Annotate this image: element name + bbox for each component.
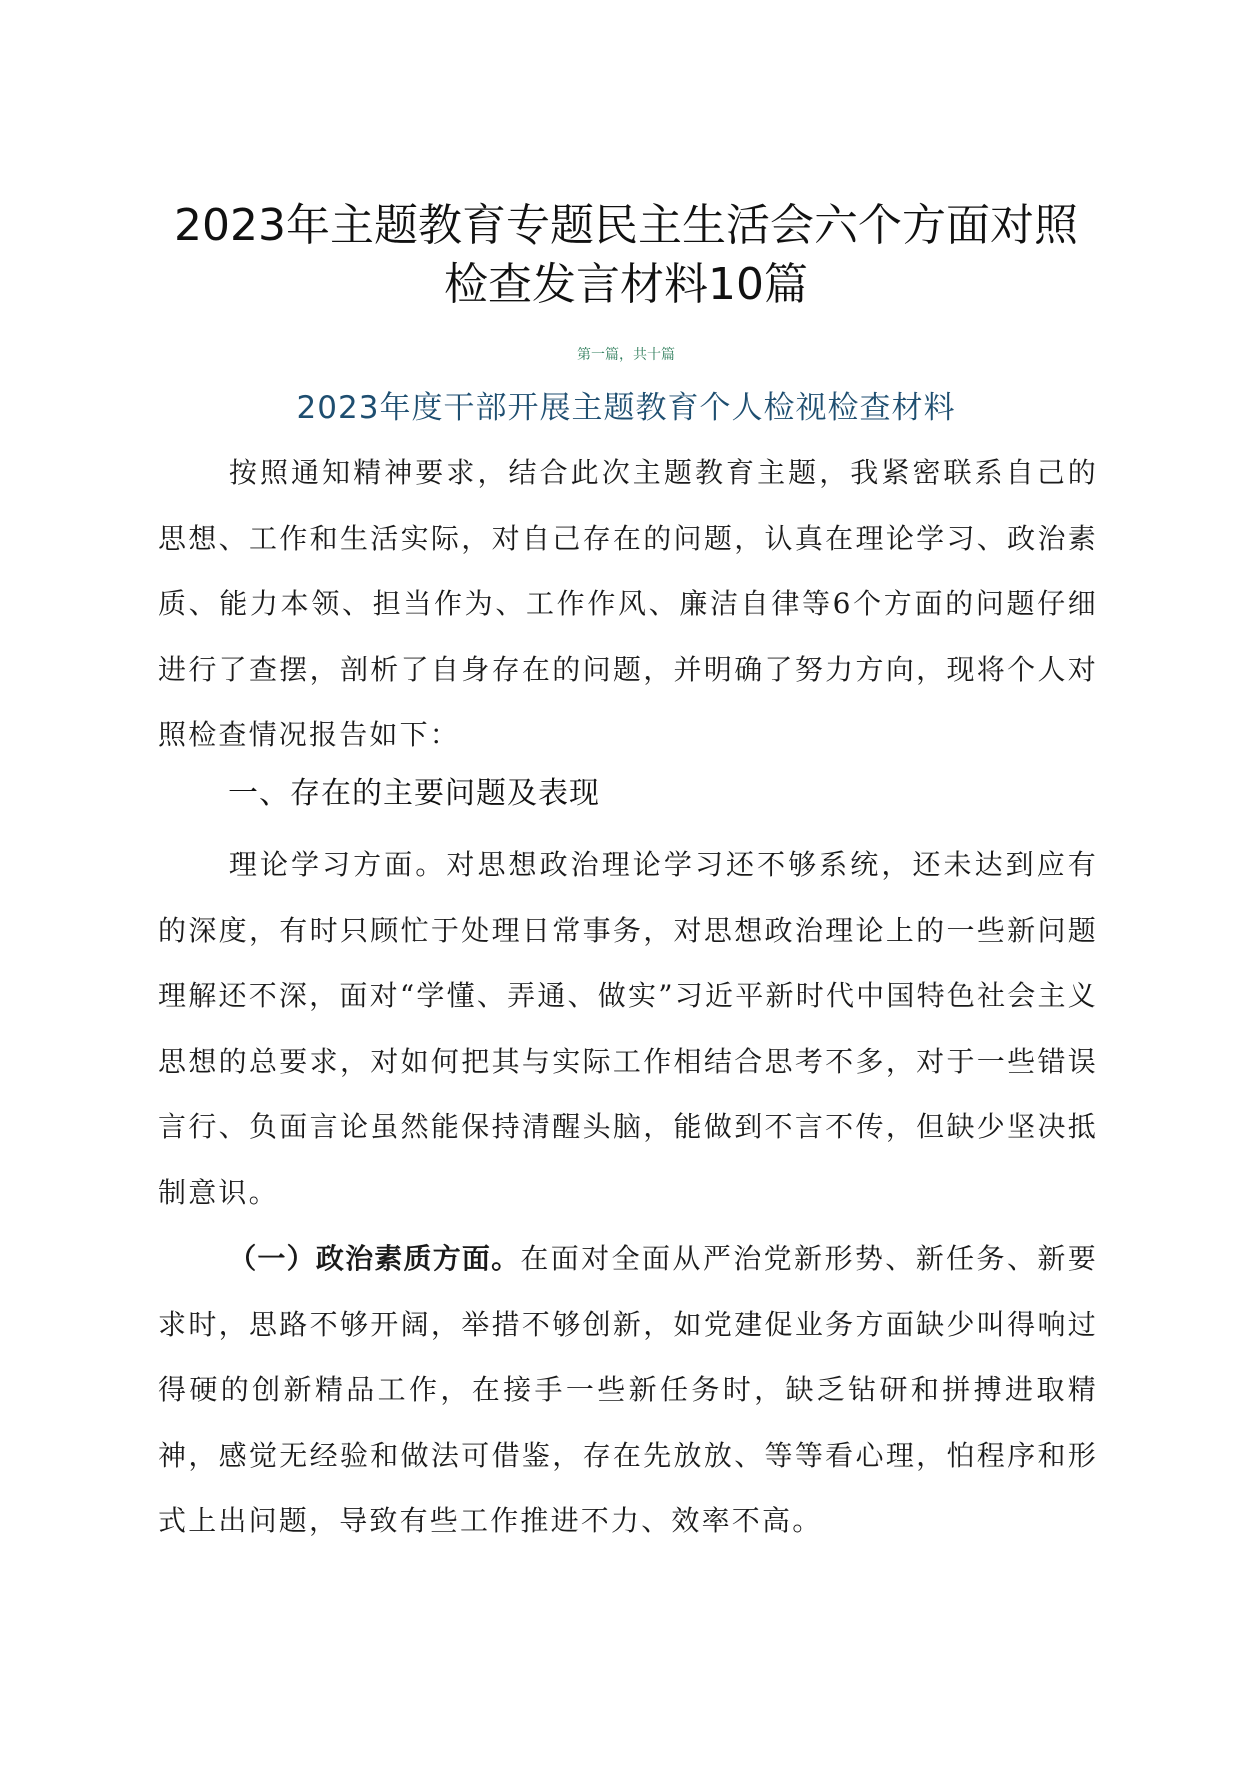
- section-title: 2023年度干部开展主题教育个人检视检查材料: [296, 390, 956, 426]
- heading-main-problems: 一、存在的主要问题及表现: [228, 776, 600, 811]
- paragraph-intro-text: 按照通知精神要求，结合此次主题教育主题，我紧密联系自己的思想、工作和生活实际，对自己存在的问题，认真在理论学习、政治素质、能力本领、担当作为、工作作风、廉洁自律等6个方面的问题仔细进行了查摆，剖析了自身存在的问题，并明确了努力方向，现将个人对照检查情况报告如下：: [158, 456, 1098, 751]
- document-title-line-2: 检查发言材料10篇: [444, 259, 808, 310]
- paragraph-political-quality: [158, 1226, 1098, 1554]
- paragraph-political-quality-lead: （一）政治素质方面。: [228, 1242, 521, 1275]
- paragraph-intro: [158, 440, 1098, 768]
- paragraph-theory-study: [158, 832, 1098, 1225]
- paragraph-theory-study-text: 理论学习方面。对思想政治理论学习还不够系统，还未达到应有的深度，有时只顾忙于处理日常事务，对思想政治理论上的一些新问题理解还不深，面对“学懂、弄通、做实”习近平新时代中国特色社会主义思想的总要求，对如何把其与实际工作相结合思考不多，对于一些错误言行、负面言论虽然能保持清醒头脑，能做到不言不传，但缺少坚决抵制意识。: [158, 848, 1098, 1209]
- document-title-line-1: 2023年主题教育专题民主生活会六个方面对照: [174, 200, 1078, 251]
- paragraph-political-quality-text: 在面对全面从严治党新形势、新任务、新要求时，思路不够开阔，举措不够创新，如党建促业务方面缺少叫得响过得硬的创新精品工作，在接手一些新任务时，缺乏钻研和拼搏进取精神，感觉无经验和做法可借鉴，存在先放放、等等看心理，怕程序和形式上出问题，导致有些工作推进不力、效率不高。: [158, 1242, 1098, 1537]
- part-label: 第一篇，共十篇: [577, 347, 675, 363]
